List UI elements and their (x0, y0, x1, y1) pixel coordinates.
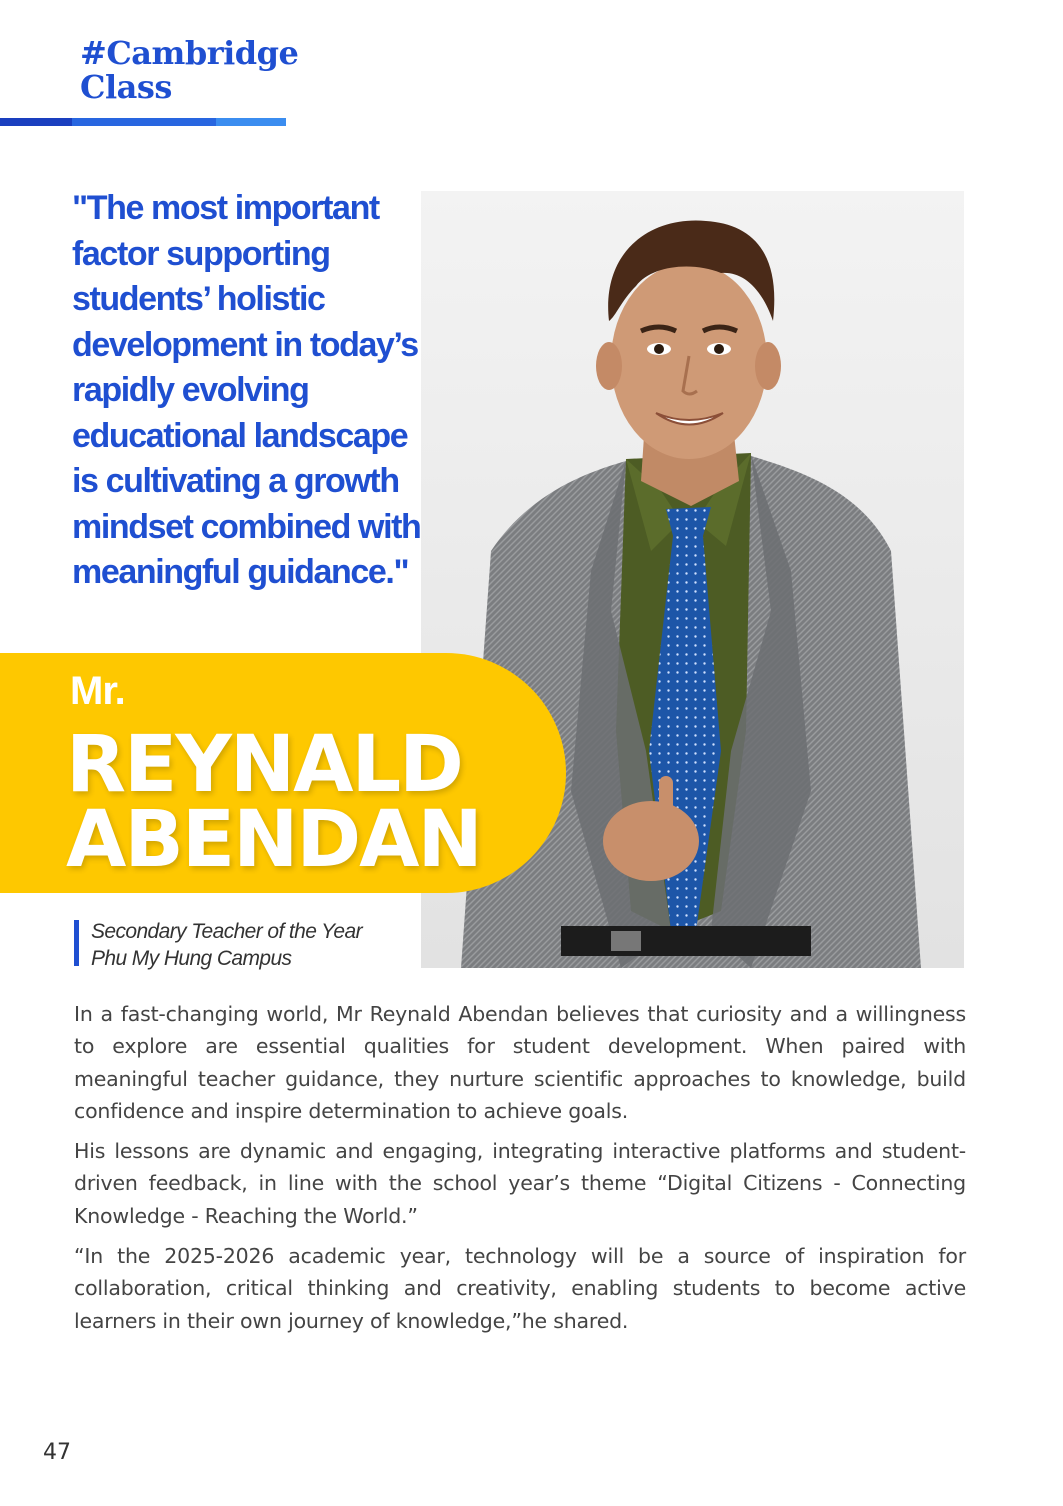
role-caption (91, 918, 362, 972)
article-body (74, 998, 966, 1345)
header-tag-line2: Class (80, 68, 172, 106)
role-campus: Phu My Hung Campus (91, 947, 292, 970)
header-rule-segment (0, 118, 72, 126)
header-tag (80, 36, 298, 104)
name-title: Mr. (70, 669, 125, 713)
body-paragraph: In a fast-changing world, Mr Reynald Abendan believes that curiosity and a willingness to explore are essential qualities for student development. When paired with meaningful teacher guidance, they nurture scientific approaches to knowledge, build confidence and inspire determination to achieve goals. (74, 1002, 966, 1123)
role-accent-bar (74, 920, 79, 966)
role-title: Secondary Teacher of the Year (91, 920, 362, 943)
page-number: 47 (43, 1440, 71, 1465)
body-paragraph: “In the 2025-2026 academic year, technology will be a source of inspiration for collaboration, critical thinking and creativity, enabling students to become active learners in their own journey of knowledge,”he shared. (74, 1244, 966, 1333)
header-rule-segment (72, 118, 216, 126)
teacher-last-name: ABENDAN (66, 795, 481, 885)
header-rule-segment (216, 118, 286, 126)
teacher-first-name: REYNALD (66, 720, 462, 810)
header-tag-line1: #Cambridge (80, 34, 299, 72)
body-paragraph: His lessons are dynamic and engaging, integrating interactive platforms and student-driven feedback, in line with the school year’s theme “Digital Citizens - Connecting Knowledge - Reaching the World.” (74, 1139, 966, 1228)
pull-quote: "The most important factor supporting students’ holistic development in today’s rapidly evolving educational landscape is cultivating a growth mindset combined with meaningful guidance." (72, 189, 421, 591)
header-rule (0, 118, 286, 126)
